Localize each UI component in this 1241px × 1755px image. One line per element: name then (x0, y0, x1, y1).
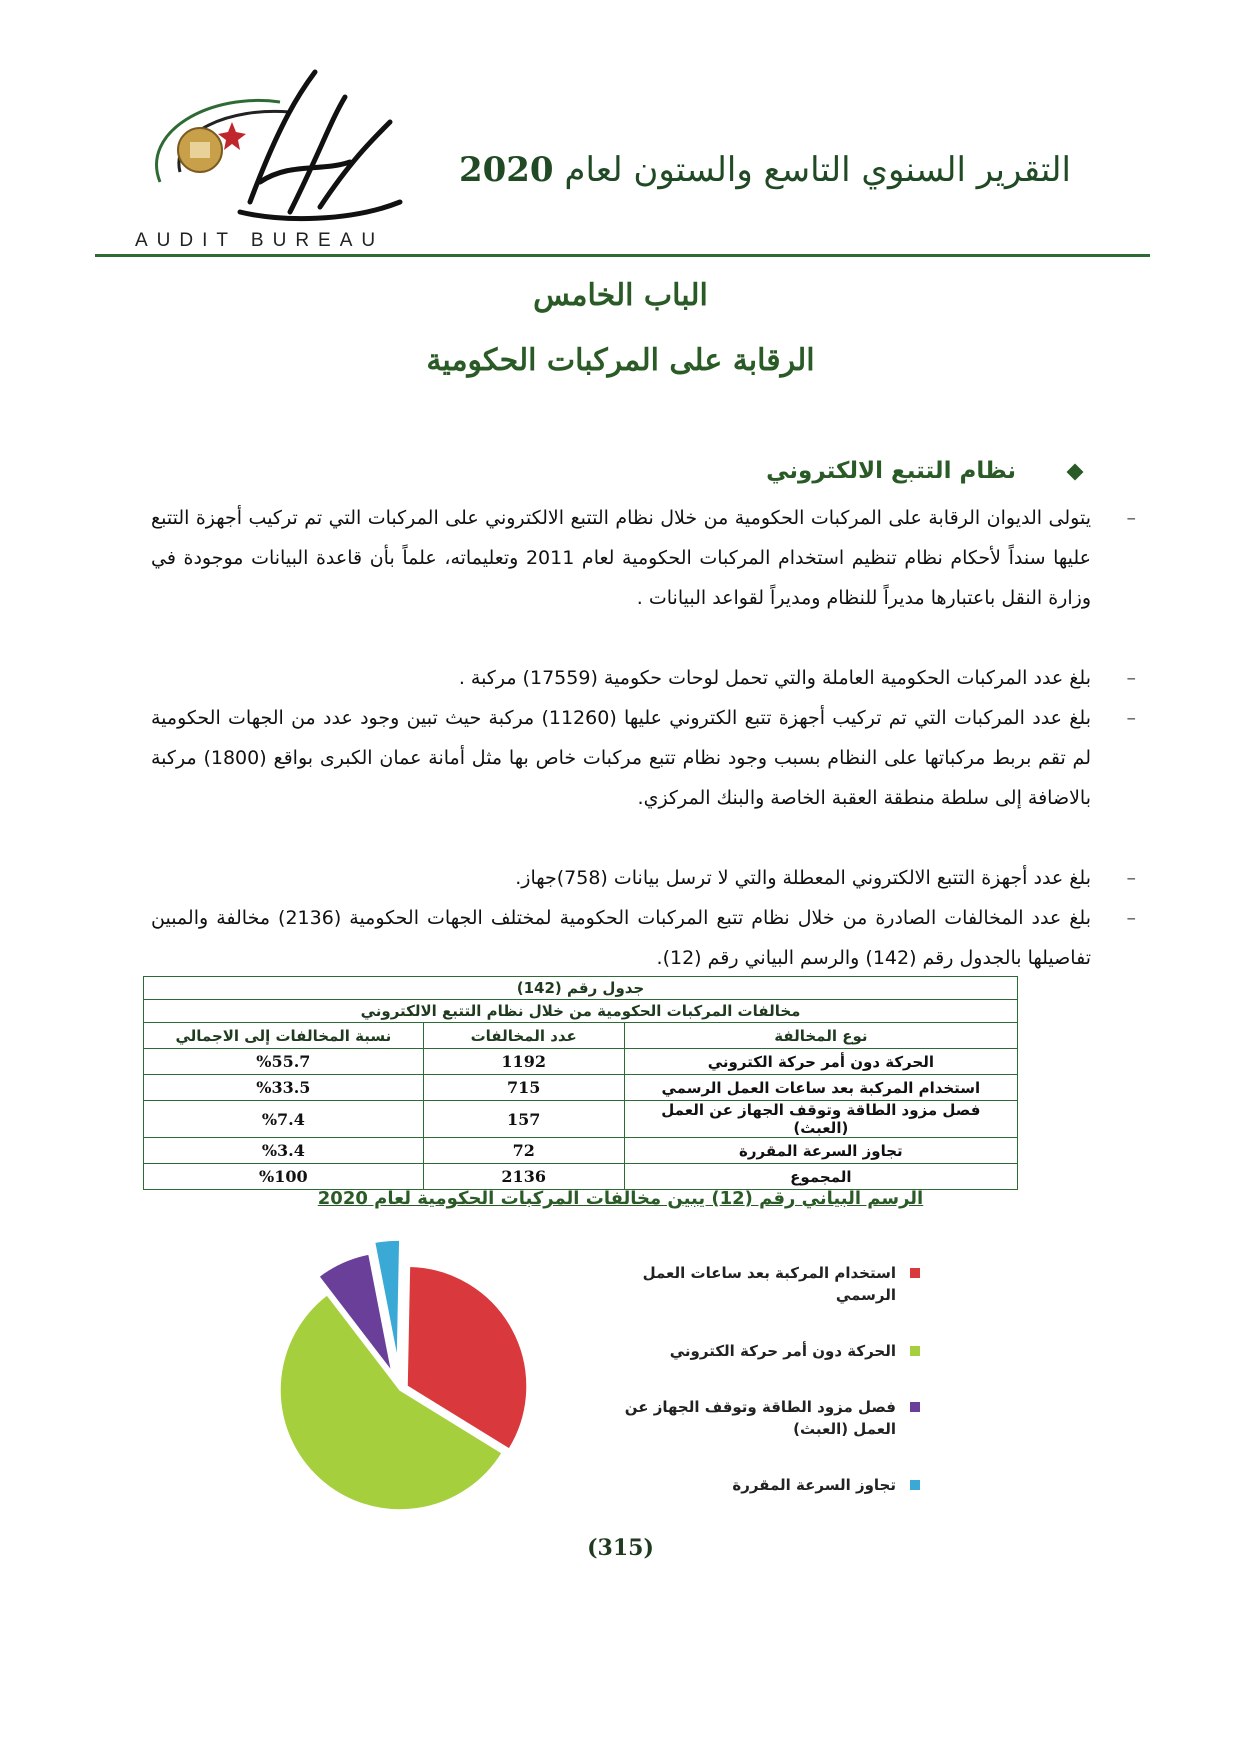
legend-item (620, 1262, 920, 1306)
page-number: (315) (587, 1535, 654, 1561)
report-year: 2020 (458, 150, 554, 190)
total-count: 2136 (423, 1164, 624, 1190)
section-heading: نظام التتبع الالكتروني (766, 458, 1016, 484)
legend-label: استخدام المركبة بعد ساعات العمل الرسمي (642, 1264, 896, 1304)
chapter-subtitle: الرقابة على المركبات الحكومية (426, 343, 815, 378)
violation-percent: %33.5 (144, 1075, 424, 1101)
legend-label: الحركة دون أمر حركة الكتروني (669, 1342, 896, 1360)
table-row (144, 1075, 1018, 1101)
bullet-paragraph (151, 858, 1136, 898)
violation-count: 72 (423, 1138, 624, 1164)
bullet-paragraph (151, 498, 1136, 618)
violations-table (143, 976, 1018, 1190)
bullet-text: بلغ عدد المركبات الحكومية العاملة والتي تحمل لوحات حكومية (17559) مركبة . (458, 667, 1091, 689)
legend-label: تجاوز السرعة المقررة (732, 1476, 896, 1494)
violation-count: 715 (423, 1075, 624, 1101)
violation-type: استخدام المركبة بعد ساعات العمل الرسمي (624, 1075, 1017, 1101)
dash-icon: – (1126, 507, 1136, 529)
column-header: نوع المخالفة (624, 1023, 1017, 1049)
violation-type: الحركة دون أمر حركة الكتروني (624, 1049, 1017, 1075)
legend-swatch (910, 1402, 920, 1412)
section-bullet-icon (1067, 464, 1084, 481)
dash-icon: – (1126, 707, 1136, 729)
bullet-text: بلغ عدد المخالفات الصادرة من خلال نظام تتبع المركبات الحكومية لمختلف الجهات الحكومية (2136) مخالفة والمبين تفاصيلها بالجدول رقم (142) والرسم البياني رقم (12). (151, 907, 1091, 969)
table-row (144, 1101, 1018, 1138)
legend-item (620, 1474, 920, 1496)
legend-item (620, 1340, 920, 1362)
legend-swatch (910, 1268, 920, 1278)
total-label: المجموع (624, 1164, 1017, 1190)
column-header: عدد المخالفات (423, 1023, 624, 1049)
chapter-title: الباب الخامس (533, 278, 708, 313)
table-row (144, 1049, 1018, 1075)
table-total-row (144, 1164, 1018, 1190)
total-percent: %100 (144, 1164, 424, 1190)
chart-title: الرسم البياني رقم (12) يبين مخالفات المركبات الحكومية لعام 2020 (317, 1188, 924, 1209)
bullet-text: يتولى الديوان الرقابة على المركبات الحكومية من خلال نظام التتبع الالكتروني على المركبات التي تم تركيب أجهزة التتبع عليها سنداً لأحكام نظام تنظيم استخدام المركبات الحكومية لعام 2011 وتعليماته، علماً بأن قاعدة البيانات موجودة في وزارة النقل باعتبارها مديراً للنظام ومديراً لقواعد البيانات . (151, 507, 1092, 609)
bullet-paragraph (151, 898, 1136, 978)
table-row (144, 1138, 1018, 1164)
report-title (459, 150, 1071, 190)
pie-chart (270, 1230, 550, 1530)
bullet-paragraph (151, 658, 1136, 698)
bullet-text: بلغ عدد أجهزة التتبع الالكتروني المعطلة والتي لا ترسل بيانات (758)جهاز. (515, 867, 1091, 889)
bullet-paragraph (151, 698, 1136, 818)
violation-percent: %55.7 (144, 1049, 424, 1075)
report-title-text: التقرير السنوي التاسع والستون لعام (564, 150, 1071, 190)
column-header: نسبة المخالفات إلى الاجمالي (144, 1023, 424, 1049)
legend-label: فصل مزود الطاقة وتوقف الجهاز عن العمل (العبث) (624, 1398, 896, 1438)
violation-percent: %7.4 (144, 1101, 424, 1138)
dash-icon: – (1126, 867, 1136, 889)
chart-legend (620, 1262, 920, 1530)
violation-type: فصل مزود الطاقة وتوقف الجهاز عن العمل (العبث) (624, 1101, 1017, 1138)
header-divider (95, 254, 1150, 257)
legend-swatch (910, 1346, 920, 1356)
table-caption-number: جدول رقم (142) (144, 977, 1018, 1000)
dash-icon: – (1126, 907, 1136, 929)
dash-icon: – (1126, 667, 1136, 689)
bullet-text: بلغ عدد المركبات التي تم تركيب أجهزة تتبع الكتروني عليها (11260) مركبة حيث تبين وجود عدد من الجهات الحكومية لم تقم بربط مركباتها على النظام بسبب وجود نظام تتبع مركبات خاص بها مثل أمانة عمان الكبرى بواقع (1800) مركبة بالاضافة إلى سلطة منطقة العقبة الخاصة والبنك المركزي. (151, 707, 1091, 809)
table-caption-title: مخالفات المركبات الحكومية من خلال نظام التتبع الالكتروني (144, 1000, 1018, 1023)
violation-count: 1192 (423, 1049, 624, 1075)
violation-percent: %3.4 (144, 1138, 424, 1164)
logo-caption: AUDIT BUREAU (135, 230, 385, 251)
violation-count: 157 (423, 1101, 624, 1138)
violation-type: تجاوز السرعة المقررة (624, 1138, 1017, 1164)
legend-item (620, 1396, 920, 1440)
audit-bureau-logo (120, 62, 420, 252)
table-header-row (144, 1023, 1018, 1049)
legend-swatch (910, 1480, 920, 1490)
